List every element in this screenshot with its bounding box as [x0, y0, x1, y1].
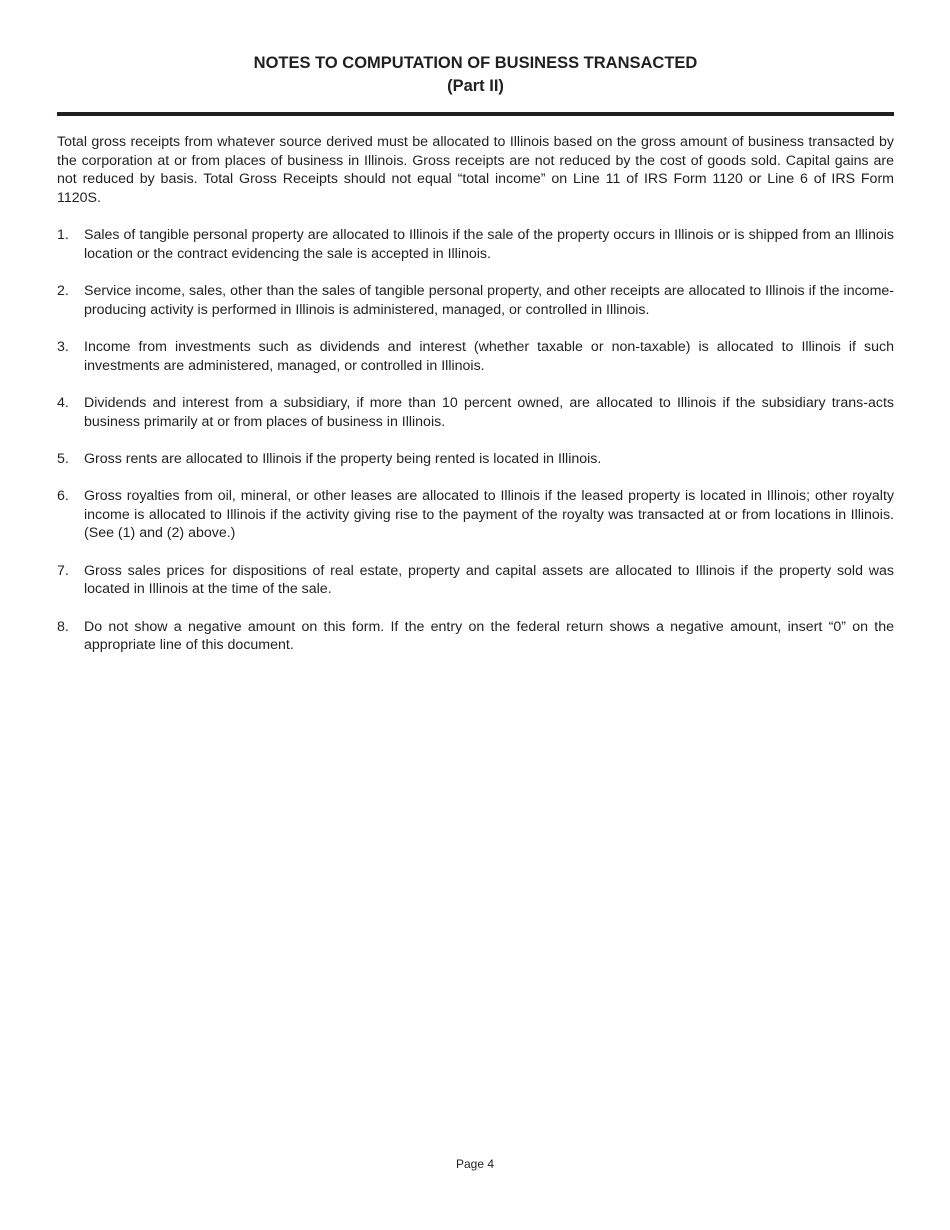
note-number: 5. — [57, 450, 69, 467]
note-item — [57, 487, 894, 543]
note-text: Service income, sales, other than the sales of tangible personal property, and other receipts are allocated to Illinois if the income-producing activity is performed in Illinois is administered, managed, or controlled in Illinois. — [84, 283, 894, 318]
note-item — [57, 450, 894, 469]
note-item — [57, 282, 894, 319]
subtitle-text: (Part II) — [447, 77, 504, 95]
note-number: 6. — [57, 488, 69, 505]
note-item — [57, 562, 894, 599]
intro-paragraph: Total gross receipts from whatever source derived must be allocated to Illinois based on the gross amount of business transacted by the corporation at or from places of business in Illinois. Gross receipts are not reduced by the cost of goods sold. Capital gains are not reduced by basis. Total Gross Receipts should not equal “total income” on Line 11 of IRS Form 1120 or Line 6 of IRS Form 1120S. — [57, 134, 894, 206]
note-text: Sales of tangible personal property are allocated to Illinois if the sale of the property occurs in Illinois or is shipped from an Illinois location or the contract evidencing the sale is accepted in Illinois. — [84, 227, 894, 262]
note-text: Dividends and interest from a subsidiary, if more than 10 percent owned, are allocated to Illinois if the subsidiary trans-acts business primarily at or from places of business in Illinois. — [84, 395, 894, 430]
page-number: Page 4 — [455, 1157, 495, 1171]
note-text: Gross royalties from oil, mineral, or other leases are allocated to Illinois if the leased property is located in Illinois; other royalty income is allocated to Illinois if the activity giving rise to the payment of the royalty was transacted at or from locations in Illinois. (See (1) and (2) above.) — [84, 488, 894, 542]
note-number: 1. — [57, 227, 69, 244]
note-text: Gross rents are allocated to Illinois if the property being rented is located in Illinois. — [84, 450, 602, 467]
note-number: 8. — [57, 618, 69, 635]
note-item — [57, 394, 894, 431]
notes-body — [57, 133, 894, 673]
note-number: 4. — [57, 395, 69, 411]
title-divider — [57, 112, 894, 116]
note-item — [57, 338, 894, 375]
note-item — [57, 618, 894, 655]
note-number: 7. — [57, 562, 69, 579]
page-title — [57, 52, 894, 98]
note-text: Income from investments such as dividends and interest (whether taxable or non-taxable) is allocated to Illinois if such investments are administered, managed, or controlled in Illinois. — [84, 339, 894, 374]
title-text: NOTES TO COMPUTATION OF BUSINESS TRANSACTED — [253, 54, 698, 72]
notes-list — [57, 226, 894, 654]
note-item — [57, 226, 894, 263]
note-number: 3. — [57, 339, 69, 356]
note-text: Do not show a negative amount on this form. If the entry on the federal return shows a negative amount, insert “0” on the appropriate line of this document. — [84, 618, 894, 654]
note-text: Gross sales prices for dispositions of real estate, property and capital assets are allocated to Illinois if the property sold was located in Illinois at the time of the sale. — [84, 562, 894, 598]
note-number: 2. — [57, 283, 69, 300]
